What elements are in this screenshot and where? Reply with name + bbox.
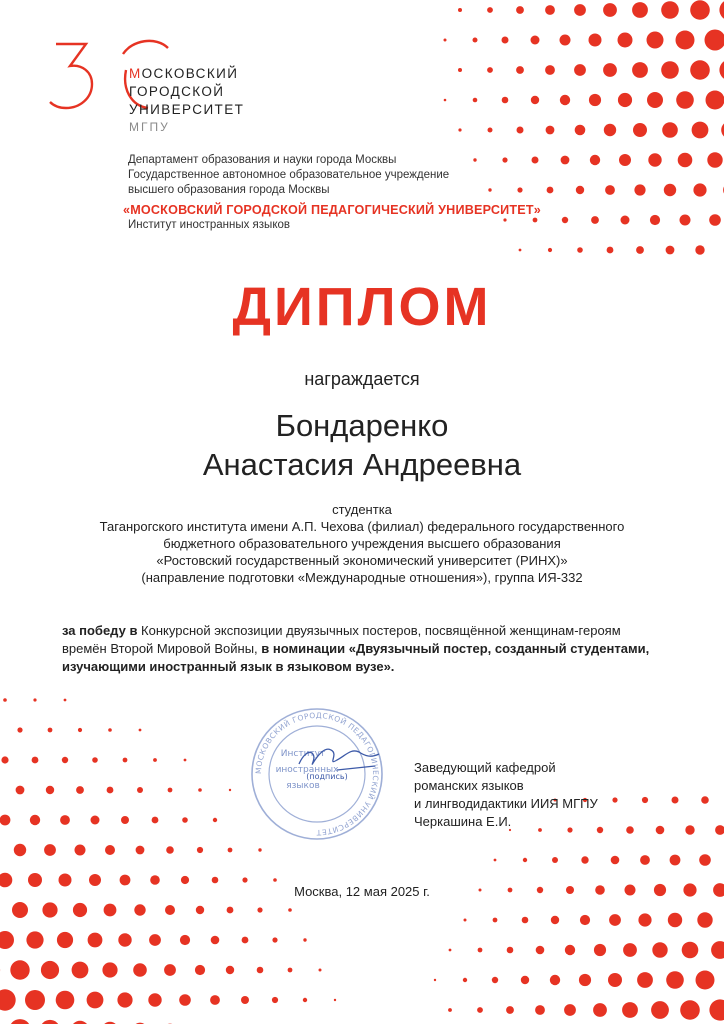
award-reason-line2 (62, 640, 649, 657)
nomination-text: в номинации «Двуязычный постер, созданный студентами, (261, 641, 650, 656)
signatory-title-line3: и лингводидактики ИИЯ МГПУ (414, 796, 598, 811)
win-phrase: за победу в (62, 623, 138, 638)
stamp-center-text3: языков (286, 781, 320, 791)
signature-caption: (подпись) (306, 772, 348, 781)
institute-name: Институт иностранных языков (128, 219, 290, 231)
org-type-cont: высшего образования города Москвы (128, 184, 330, 196)
signatory-title-line1: Заведующий кафедрой (414, 760, 556, 775)
signatory-name: Черкашина Е.И. (414, 814, 512, 829)
competition-text: Конкурсной экспозиции двуязычных постеров, посвящённой женщинам-героям (137, 623, 621, 638)
logo-abbreviation: МГПУ (129, 120, 170, 134)
award-reason-line3 (62, 658, 394, 675)
logo-text-line1: МОСКОВСКИЙ (129, 66, 239, 81)
org-type: Государственное автономное образовательное учреждение (128, 169, 450, 181)
award-reason-line1 (62, 622, 621, 639)
org-department: Департамент образования и науки города Москвы (128, 154, 397, 166)
affiliation-line1: Таганрогского института имени А.П. Чехова (филиал) федерального государственного (99, 519, 625, 534)
recipient-surname: Бондаренко (275, 408, 449, 443)
diploma-title: ДИПЛОМ (232, 277, 492, 337)
university-name: «МОСКОВСКИЙ ГОРОДСКОЙ ПЕДАГОГИЧЕСКИЙ УНИВЕРСИТЕТ» (123, 203, 542, 217)
logo-text-line2: ГОРОДСКОЙ (129, 84, 225, 99)
awarded-label: награждается (304, 369, 420, 389)
stamp-center-text1: Институт (280, 749, 326, 759)
competition-text-cont: времён Второй Мировой Войны, (62, 641, 262, 656)
stamp-center-text2: иностранных (275, 765, 339, 775)
place-and-date: Москва, 12 мая 2025 г. (294, 884, 430, 899)
affiliation-line4: (направление подготовки «Международные отношения»), группа ИЯ-332 (141, 570, 583, 585)
nomination-text-cont: изучающими иностранный язык в языковом вузе». (62, 659, 395, 674)
official-stamp (247, 706, 387, 842)
affiliation-line3: «Ростовский государственный экономический университет (РИНХ)» (156, 553, 568, 568)
logo-text-line3: УНИВЕРСИТЕТ (129, 102, 245, 117)
signatory-title-line2: романских языков (414, 778, 524, 793)
affiliation-line2: бюджетного образовательного учреждения высшего образования (163, 536, 561, 551)
recipient-given-names: Анастасия Андреевна (202, 447, 522, 482)
recipient-role: студентка (332, 502, 392, 517)
stamp-ring-text: МОСКОВСКИЙ ГОРОДСКОЙ ПЕДАГОГИЧЕСКИЙ УНИВЕРСИТЕТ (253, 710, 381, 838)
